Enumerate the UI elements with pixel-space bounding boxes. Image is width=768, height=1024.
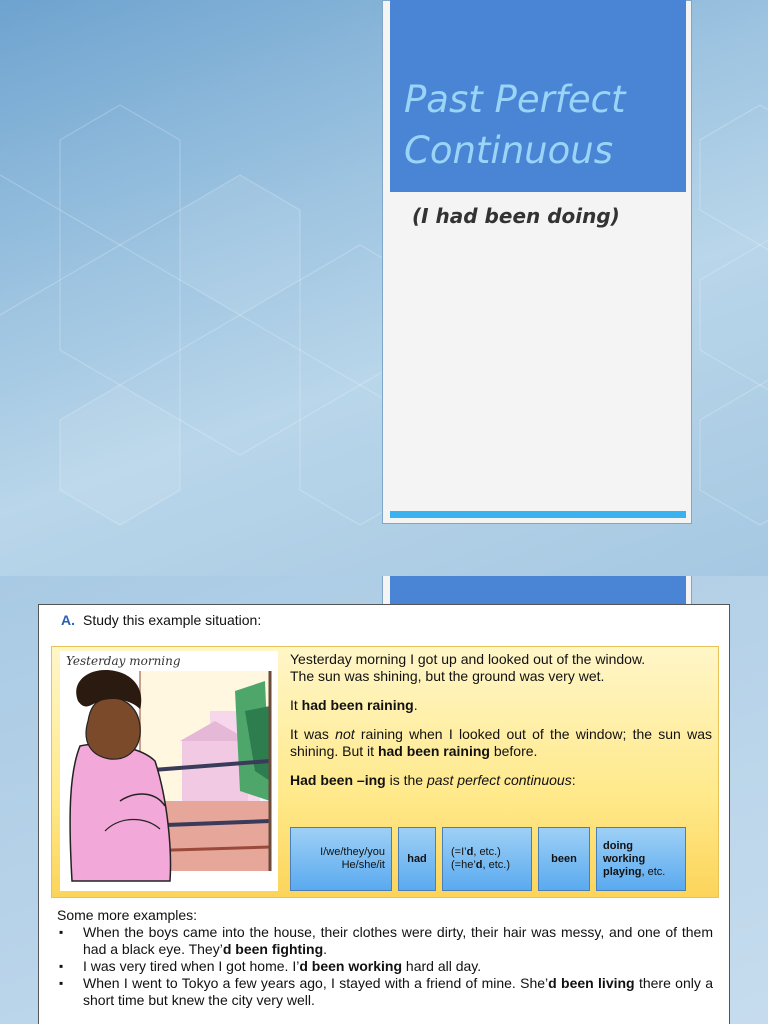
contr2-pre: (=he’: [451, 859, 476, 871]
verb-etc: , etc.: [641, 865, 666, 878]
slide-subtitle: (I had been doing): [412, 204, 620, 228]
textbook-page: [38, 604, 730, 1024]
example-item: [57, 924, 713, 958]
example-item: [57, 958, 713, 975]
examples-heading: Some more examples:: [57, 907, 198, 923]
para4-text-a: is the: [385, 772, 427, 788]
form-cell-verb: [596, 827, 686, 891]
contr2-bold: d: [475, 859, 483, 871]
examples-list: [57, 924, 713, 1009]
example-text-bold: d been living: [548, 975, 635, 991]
illustration-caption: Yesterday morning: [66, 654, 181, 668]
para2-text-a: It: [290, 697, 302, 713]
example-text-bold: d been fighting: [222, 941, 324, 957]
example-text-post: .: [323, 941, 328, 957]
verb-playing: playing: [603, 865, 642, 878]
para2-text-b: .: [413, 697, 418, 713]
para4-bold: Had been –ing: [290, 772, 386, 788]
accent-line: [390, 511, 686, 518]
para3-text-a: It was: [290, 726, 336, 742]
had-label: had: [407, 852, 427, 865]
form-cell-contraction: [442, 827, 532, 891]
example-situation-box: [51, 646, 719, 898]
section-heading-text: Study this example situation:: [83, 612, 262, 628]
subject-line-2: He/she/it: [341, 859, 385, 871]
subject-line-1: I/we/they/you: [320, 846, 385, 858]
para4-italic: past perfect continuous: [426, 772, 572, 788]
para3-italic: not: [335, 726, 355, 742]
example-text-pre: When I went to Tokyo a few years ago, I stayed with a friend of mine. She’: [83, 975, 549, 991]
situation-text: [290, 651, 712, 789]
woman-at-window-illustration: [60, 651, 278, 891]
example-item: [57, 975, 713, 1009]
contr2-post: , etc.): [482, 859, 511, 871]
paragraph-1-line-2: The sun was shining, but the ground was very wet.: [290, 668, 605, 684]
contr1-pre: (=I’: [451, 846, 467, 858]
paragraph-1-line-1: Yesterday morning I got up and looked out of the window.: [290, 651, 646, 667]
title-line-1: Past Perfect: [404, 78, 626, 121]
form-cell-had: [398, 827, 436, 891]
para3-text-c: before.: [489, 743, 538, 759]
been-label: been: [551, 852, 577, 865]
verb-doing: doing: [603, 839, 633, 852]
example-text-post: hard all day.: [402, 958, 482, 974]
illustration: [60, 651, 278, 891]
para3-bold: had been raining: [377, 743, 490, 759]
para4-text-b: :: [571, 772, 576, 788]
slide-title: [404, 74, 684, 176]
example-text-post: there only a short time but knew the city very well.: [83, 975, 713, 1008]
example-text-bold: d been working: [299, 958, 403, 974]
paragraph-2: [290, 697, 712, 714]
para3-text-b: raining when I looked out of the window; the sun was shining. But it: [290, 726, 712, 759]
contr1-bold: d: [466, 846, 474, 858]
paragraph-3: [290, 726, 712, 760]
paragraph-4: [290, 772, 712, 789]
para2-bold: had been raining: [301, 697, 414, 713]
example-text-pre: I was very tired when I got home. I’: [83, 958, 300, 974]
title-line-2: Continuous: [404, 129, 613, 172]
section-letter: A.: [61, 612, 75, 628]
contraction-line-1: [451, 846, 531, 859]
example-text-pre: When the boys came into the house, their clothes were dirty, their hair was messy, and one of them had a black eye. They’: [83, 924, 713, 957]
contr1-post: , etc.): [473, 846, 501, 858]
verb-line-3: [603, 866, 685, 879]
verb-working: working: [603, 852, 646, 865]
form-cell-subject: [290, 827, 392, 891]
section-heading: [61, 612, 261, 628]
more-examples: [57, 907, 713, 1009]
form-cell-been: [538, 827, 590, 891]
contraction-line-2: [451, 859, 531, 872]
content-slide: [0, 576, 768, 1024]
